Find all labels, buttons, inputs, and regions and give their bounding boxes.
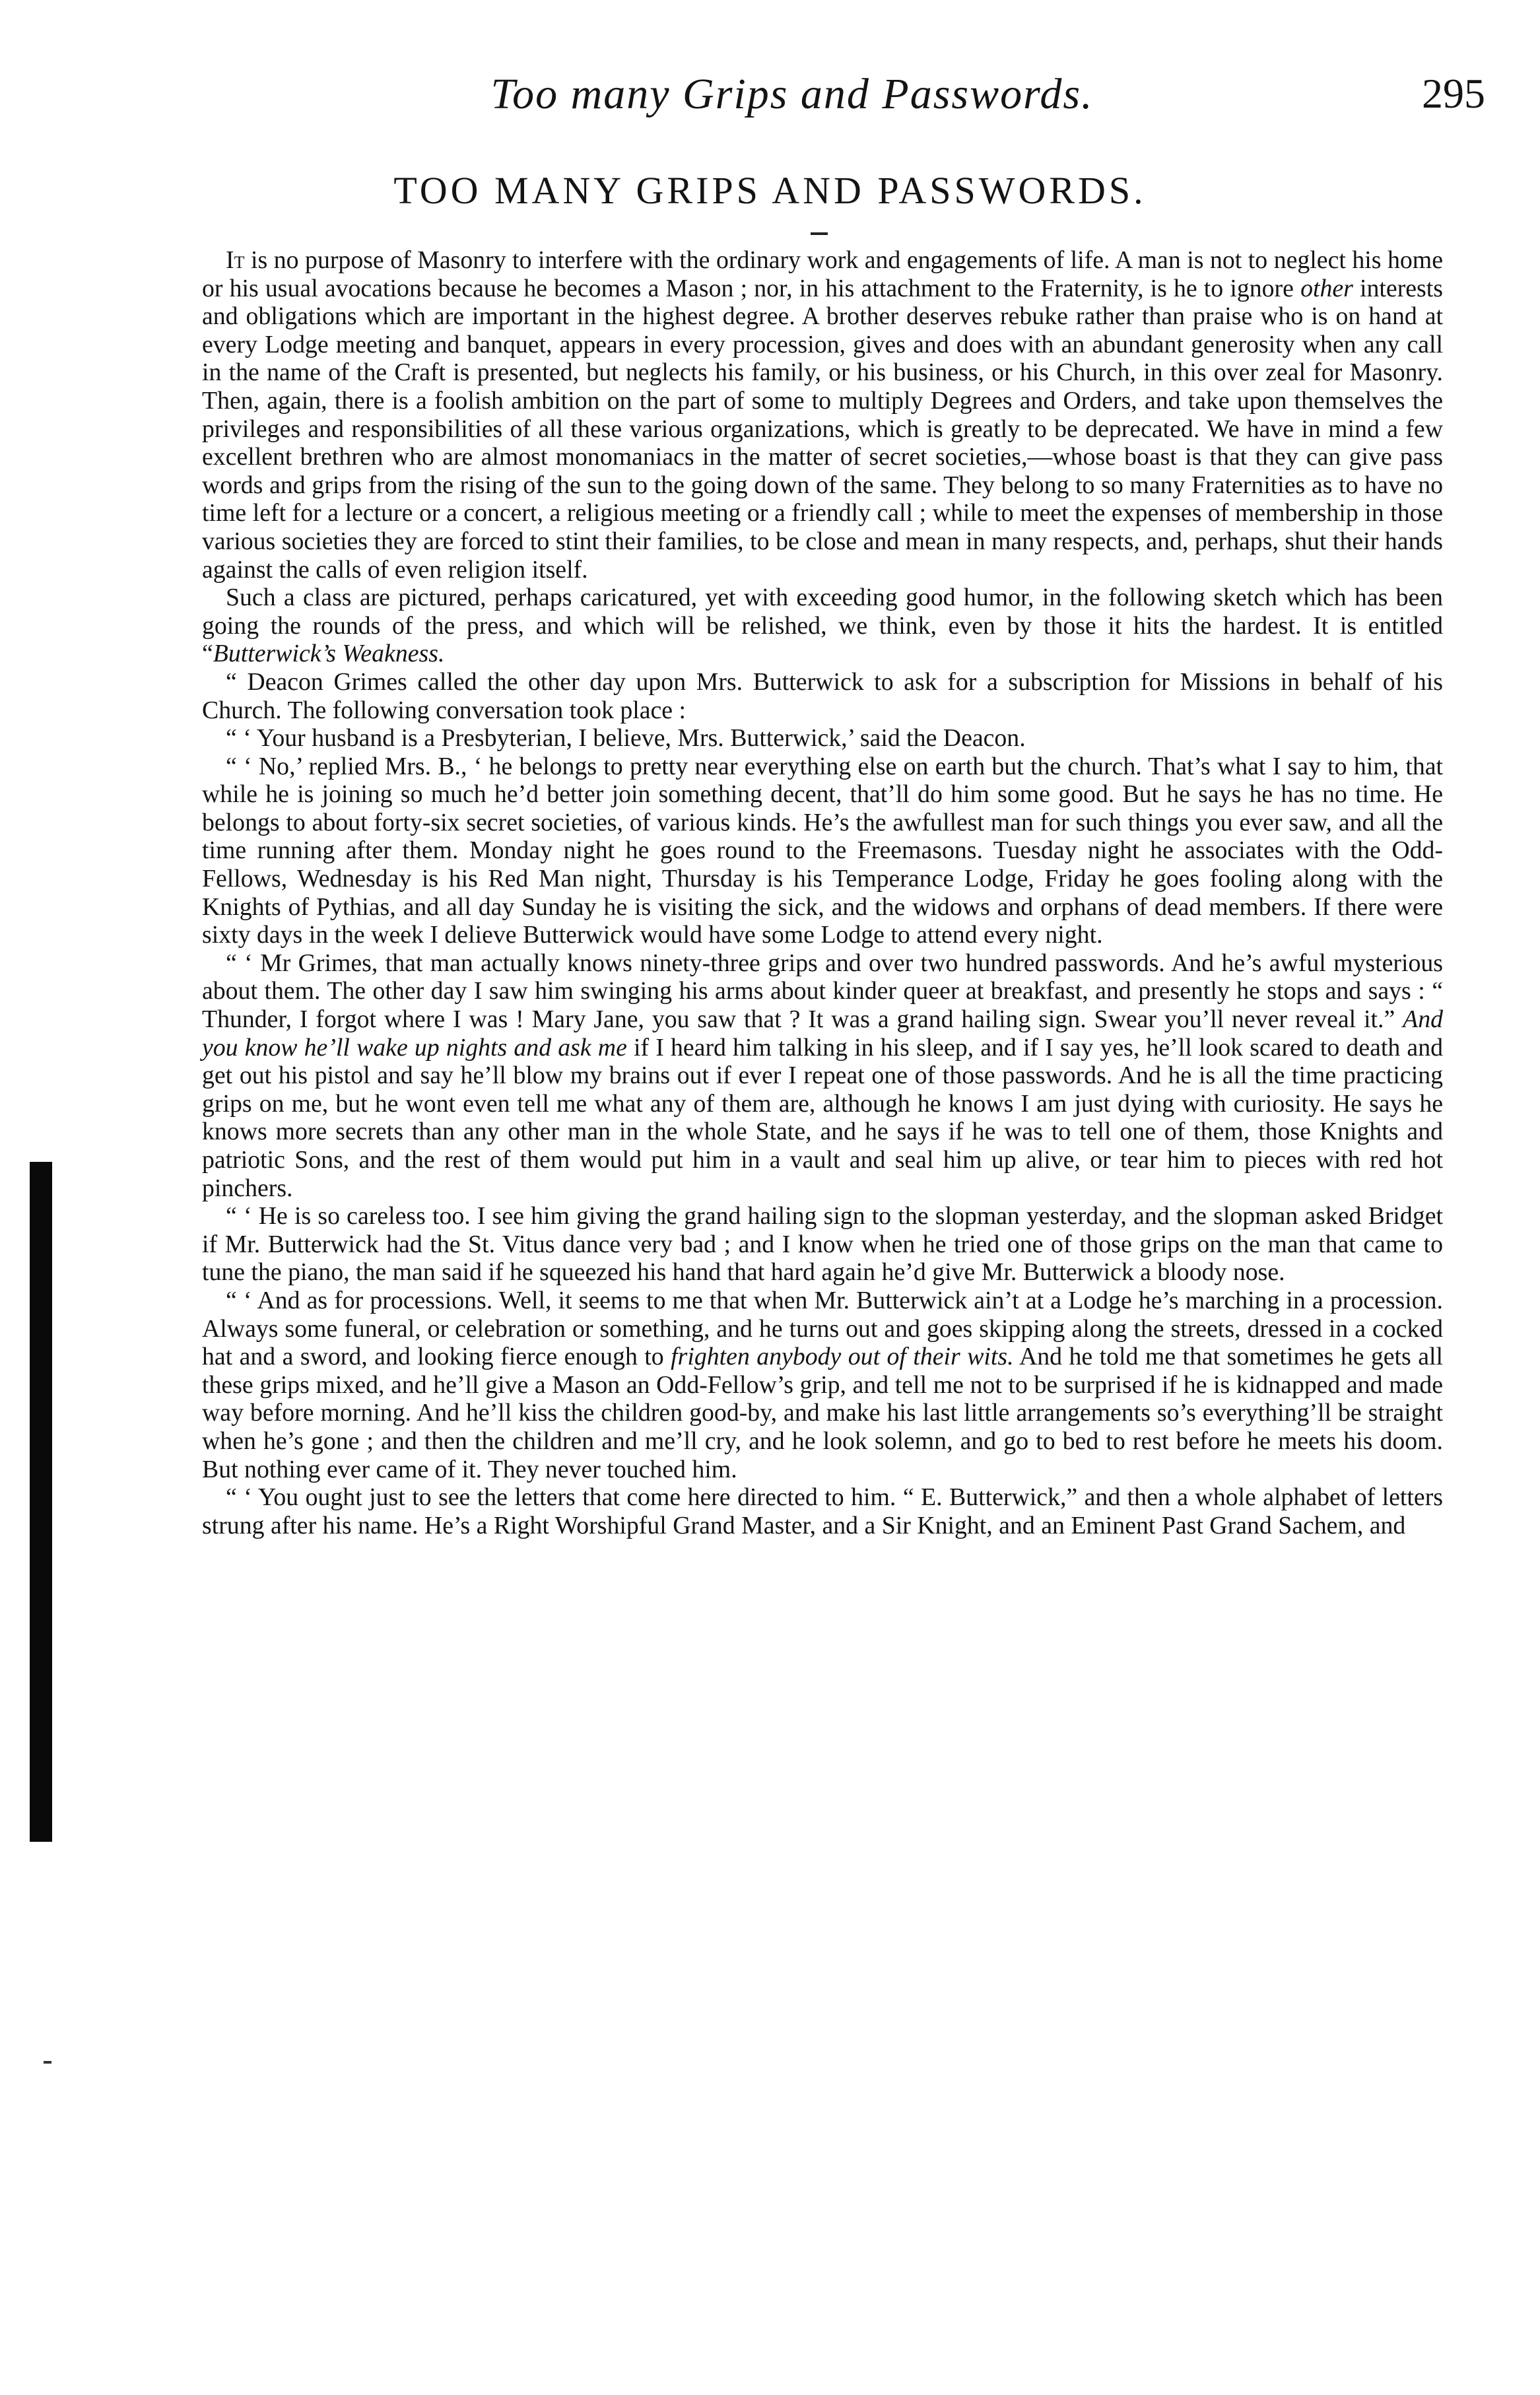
paragraph-9: “ ‘ You ought just to see the letters that come here directed to him. “ E. Butterwick,” and then a whole alphabet of letters strung after his name. He’s a Right Worshipful Grand Master, and a Sir Knight, and an Eminent Past Grand Sachem, and [202,1483,1443,1539]
paragraph-6-text-b: if I heard him talking in his sleep, and if I say yes, he’ll look scared to death and get out his pistol and say he’ll blow my brains out if ever I repeat one of those passwords. And he is all the time practicing grips on me, but he wont even tell me what any of them are, although he knows I am just dying with curiosity. He says he knows more secrets than any other man in the whole State, and he says if he was to tell one of them, those Knights and patriotic Sons, and the rest of them would put him in a vault and seal him up alive, or tear him to pieces with red hot pinchers. [202,1033,1444,1202]
paragraph-8 [202,1287,1443,1483]
paragraph-2-text: Such a class are pictured, perhaps caricatured, yet with exceeding good humor, in the following sketch which has been going the rounds of the press, and which will be relished, we think, even by those it hits the hardest. It is entitled “ [202,584,1443,668]
margin-bar [30,1162,52,1842]
paragraph-8-italic: frighten anybody out of their wits. [671,1343,1014,1371]
paragraph-8-text-a: “ ‘ And as for processions. Well, it seems to me that when Mr. Butterwick ain’t at a Lodge he’s marching in a procession. Always some funeral, or celebration or something, and he turns out and goes skipping along the streets, dressed in a cocked hat and a sword, and looking fierce enough to [202,1286,1443,1371]
paragraph-1-text-a: is no purpose of Masonry to interfere with the ordinary work and engagements of life. A man is not to neglect his home or his usual avocations because he becomes a Mason ; nor, in his attachment to the Fraternity, is he to ignore [202,246,1443,302]
paragraph-5: “ ‘ No,’ replied Mrs. B., ‘ he belongs to pretty near everything else on earth but the church. That’s what I say to him, that while he is joining so much he’d better join something decent, that’ll do him some good. But he says he has no time. He belongs to about forty-six secret societies, of various kinds. He’s the awfullest man for such things you ever saw, and all the time running after them. Monday night he goes round to the Freemasons. Tuesday night he associates with the Odd-Fellows, Wednesday is his Red Man night, Thursday is his Temperance Lodge, Friday he goes fooling along with the Knights of Pythias, and all day Sunday he is visiting the sick, and the widows and orphans of dead members. If there were sixty days in the week I delieve Butterwick would have some Lodge to attend every night. [202,752,1443,949]
paragraph-6 [202,949,1443,1202]
drop-word: It [226,246,245,274]
sketch-title: Butterwick’s Weakness. [213,640,445,668]
page-number: 295 [1422,70,1485,117]
paragraph-7: “ ‘ He is so careless too. I see him giving the grand hailing sign to the slopman yesterday, and the slopman asked Bridget if Mr. Butterwick had the St. Vitus dance very bad ; and I know when he tried one of those grips on the man that came to tune the piano, the man said if he squeezed his hand that hard again he’d give Mr. Butterwick a bloody nose. [202,1202,1443,1287]
article-body [202,246,1443,1539]
paragraph-8-text-b: And he told me that sometimes he gets all these grips mixed, and he’ll give a Mason an Odd-Fellow’s grip, and tell me not to be surprised if he is kidnapped and made way before morning. And he’ll kiss the children good-by, and make his last little arrangements so’s everything’ll be straight when he’s gone ; and then the children and me’ll cry, and he look solemn, and go to bed to rest before he meets his doom. But nothing ever came of it. They never touched him. [202,1343,1443,1483]
paragraph-2 [202,584,1443,668]
paragraph-6-text-a: “ ‘ Mr Grimes, that man actually knows ninety-three grips and over two hundred passwords. And he’s awful mysterious about them. The other day I saw him swinging his arms about kinder queer at breakfast, and presently he stops and says : “ Thunder, I forgot where I was ! Mary Jane, you saw that ? It was a grand hailing sign. Swear you’ll never reveal it.” [202,949,1443,1034]
title-rule [811,232,828,235]
emphasis-other: other [1300,274,1353,302]
paragraph-1 [202,246,1443,584]
article-title: TOO MANY GRIPS AND PASSWORDS. [393,169,1147,212]
paragraph-1-text-b: interests and obligations which are important in the highest degree. A brother deserves rebuke rather than praise who is on hand at every Lodge meeting and banquet, appears in every procession, gives and does with an abundant generosity when any call in the name of the Craft is presented, but neglects his family, or his business, or his Church, in this over zeal for Masonry. Then, again, there is a foolish ambition on the part of some to multiply Degrees and Orders, and take upon themselves the privileges and responsibilities of all these various organizations, which is greatly to be deprecated. We have in mind a few excellent brethren who are almost monomaniacs in the matter of secret societies,—whose boast is that they can give pass words and grips from the rising of the sun to the going down of the same. They belong to so many Fraternities as to have no time left for a lecture or a concert, a religious meeting or a friendly call ; while to meet the expenses of membership in those various societies they are forced to stint their families, to be close and mean in many respects, and, perhaps, shut their hands against the calls of even religion itself. [202,274,1443,584]
running-head: Too many Grips and Passwords. [490,70,1094,118]
paragraph-6-italic: And you know he’ll wake up nights and ask me [202,1005,1443,1062]
paragraph-3: “ Deacon Grimes called the other day upon Mrs. Butterwick to ask for a subscription for Missions in behalf of his Church. The following conversation took place : [202,667,1443,724]
margin-mark [44,2061,51,2064]
paragraph-4: “ ‘ Your husband is a Presbyterian, I believe, Mrs. Butterwick,’ said the Deacon. [226,724,1026,753]
